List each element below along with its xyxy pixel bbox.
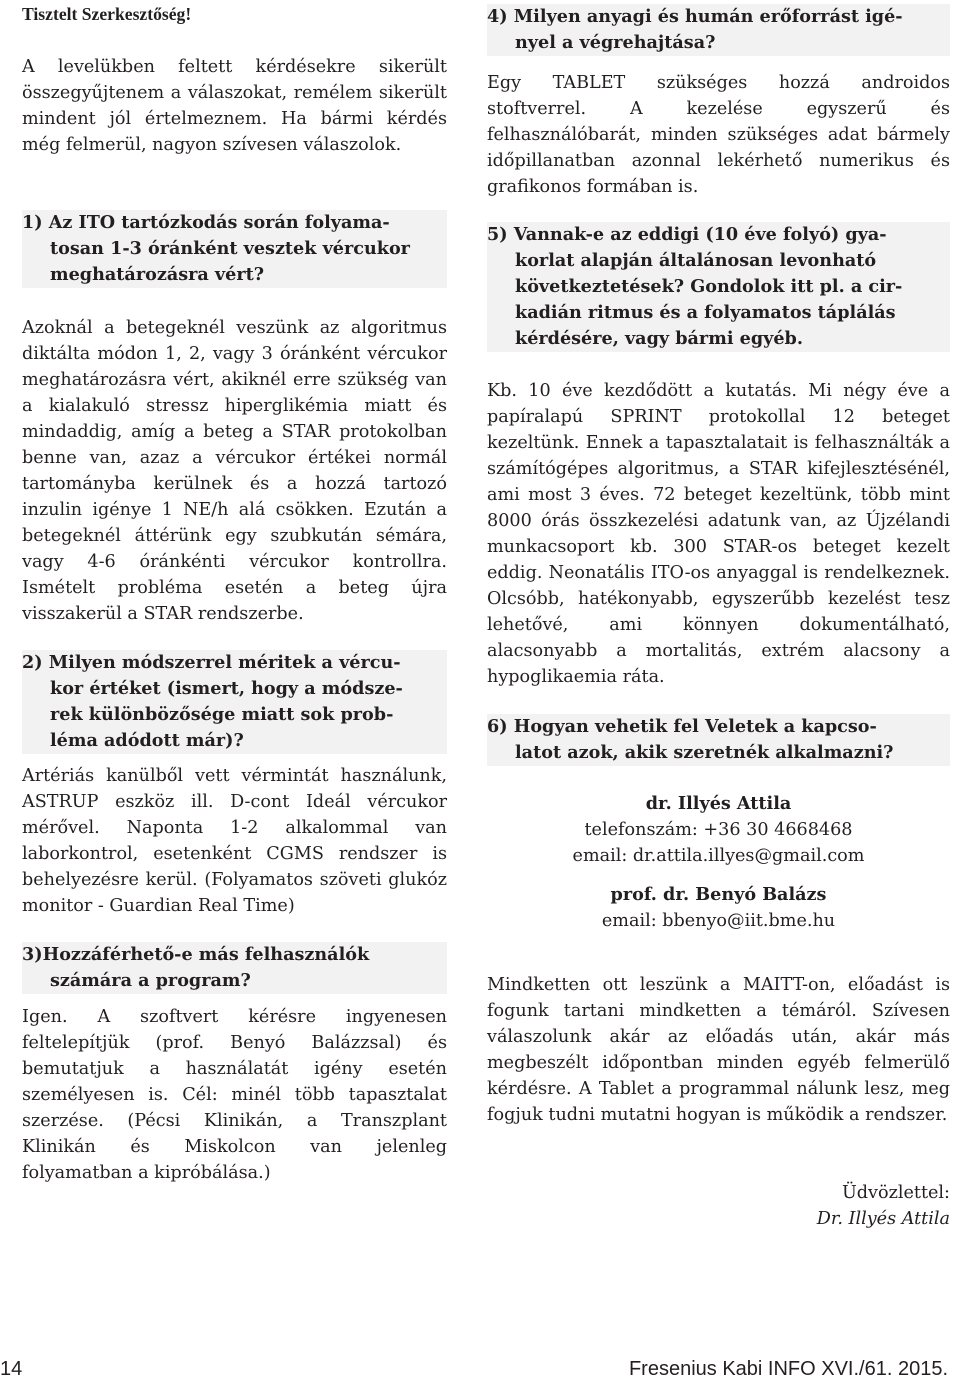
contact-2-name: prof. dr. Benyó Balázs (610, 884, 827, 905)
question-2-line-2: kor értéket (ismert, hogy a módsze- (50, 678, 403, 699)
question-1-line-3: meghatározásra vért? (50, 264, 265, 285)
question-5-line-1: 5) Vannak-e az eddigi (10 éve folyó) gya- (487, 224, 887, 245)
answer-2: Artériás kanülből vett vérmintát használunk, ASTRUP eszköz ill. D-cont Ideál vércukor mérővel. Naponta 1-2 alkalommal van laborkontrol, esetenként CGMS rendszer is behelyezésre kerül. (Folyamatos szöveti glukóz monitor - Guardian Real Time) (22, 766, 447, 916)
intro-paragraph: A levelükben feltett kérdésekre sikerült összegyűjtenem a válaszokat, remélem sikerült mindent jól értelmeznem. Ha bármi kérdés még felmerül, nagyon szívesen válaszolok. (22, 57, 447, 155)
page-number: 14 (0, 1358, 23, 1380)
contact-1 (487, 791, 950, 869)
question-3-line-1: 3)Hozzáférhető-e más felhasználók (22, 944, 370, 965)
signoff (487, 1180, 950, 1232)
question-3 (22, 942, 447, 994)
contact-1-phone: telefonszám: +36 30 4668468 (584, 820, 853, 840)
signoff-regards: Üdvözlettel: (841, 1183, 950, 1203)
contact-1-name: dr. Illyés Attila (645, 793, 792, 814)
question-6-line-1: 6) Hogyan vehetik fel Veletek a kapcso- (487, 716, 877, 737)
question-5-line-5: kérdésére, vagy bármi egyéb. (515, 328, 803, 349)
question-4-line-2: nyel a végrehajtása? (515, 32, 716, 53)
question-1-line-1: 1) Az ITO tartózkodás során folyama- (22, 212, 390, 233)
contact-2 (487, 882, 950, 934)
signoff-signature: Dr. Illyés Attila (816, 1209, 950, 1229)
answer-4: Egy TABLET szükséges hozzá androidos stoftverrel. A kezelése egyszerű és felhasználóbarát, minden szükséges adat bármely időpillanatban azonnal lekérhető numerikus és grafikonos formában is. (487, 73, 950, 197)
question-5-line-4: kadián ritmus és a folyamatos táplálás (515, 302, 896, 323)
question-2 (22, 650, 447, 754)
question-5-line-2: korlat alapján általánosan levonható (515, 250, 877, 271)
closing-paragraph: Mindketten ott leszünk a MAITT-on, előadást is fogunk tartani mindketten a témáról. Szívesen válaszolunk akár az előadás után, akár más megbeszélt időpontban minden egyéb felmerülő kérdésre. A Tablet a programmal nálunk lesz, meg fogjuk tudni mutatni hogyan is működik a rendszer. (487, 975, 950, 1125)
question-6 (487, 714, 950, 766)
answer-3: Igen. A szoftvert kérésre ingyenesen feltelepítjük (prof. Benyó Balázzsal) és bemutatjuk a használatát igény esetén személyesen is. Cél: minél több tapasztalat szerzése. (Pécsi Klinikán, a Transzplant Klinikán és Miskolcon van jelenleg folyamatban a kipróbálása.) (22, 1007, 447, 1183)
publication-footer: Fresenius Kabi INFO XVI./61. 2015. (628, 1358, 948, 1380)
question-4 (487, 4, 950, 56)
question-1-line-2: tosan 1-3 óránként vesztek vércukor (50, 238, 410, 259)
answer-5: Kb. 10 éve kezdődött a kutatás. Mi négy éve a papíralapú SPRINT protokollal 12 beteget kezeltünk. Ennek a tapasztalatait is felhasználták a számítógépes algoritmus, a STAR kifejlesztésénél, ami most 3 éves. 72 beteget kezeltünk, több mint 8000 órás összkezelési adatunk van, az Újzélandi munkacsoport kb. 300 STAR-os beteget kezelt eddig. Neonatális ITO-os anyaggal is rendelkeznek. Olcsóbb, hatékonyabb, egyszerűbb kezelést tesz lehetővé, ami könnyen dokumentálható, alacsonyabb a mortalitás, extrém alacsony a hypoglikaemia ráta. (487, 381, 950, 687)
contact-1-email: email: dr.attila.illyes@gmail.com (572, 846, 865, 866)
greeting: Tisztelt Szerkesztőség! (22, 4, 192, 24)
question-1 (22, 210, 447, 288)
answer-1: Azoknál a betegeknél veszünk az algoritmus diktálta módon 1, 2, vagy 3 óránként vércukor meghatározásra vért, akiknél erre szükség van a kialakuló stressz hiperglikémia miatt és mindaddig, amíg a beteg a STAR protokolban benne van, azaz a vércukor értékei normál tartományba kerülnek és a hozzá tartozó inzulin igénye 1 NE/h alá csökken. Ezután a betegeknél áttérünk egy szubkután sémára, vagy 4-6 óránkénti vércukor kontrollra. Ismételt probléma esetén a beteg újra visszakerül a STAR rendszerbe. (22, 318, 447, 624)
question-3-line-2: számára a program? (50, 970, 251, 991)
question-4-line-1: 4) Milyen anyagi és humán erőforrást igé- (487, 6, 903, 27)
question-2-line-3: rek különbözősége miatt sok prob- (50, 704, 394, 725)
question-2-line-4: léma adódott már)? (50, 730, 244, 751)
question-5 (487, 222, 950, 352)
question-5-line-3: következtetések? Gondolok itt pl. a cir- (515, 276, 903, 297)
contact-2-email: email: bbenyo@iit.bme.hu (601, 911, 836, 931)
question-6-line-2: latot azok, akik szeretnék alkalmazni? (515, 742, 894, 763)
question-2-line-1: 2) Milyen módszerrel méritek a vércu- (22, 652, 401, 673)
